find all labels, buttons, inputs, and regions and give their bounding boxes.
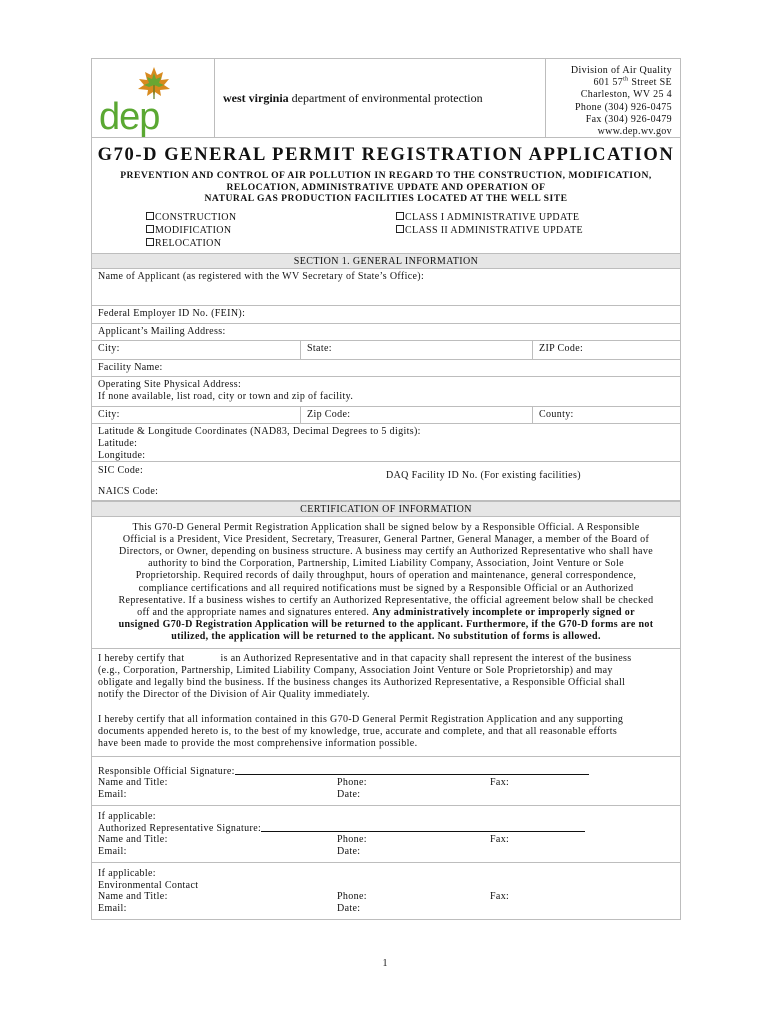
if-applicable-label: If applicable: (98, 811, 156, 823)
dep-logo (92, 59, 215, 137)
fax-field[interactable]: Fax: (490, 891, 510, 903)
name-title-field[interactable]: Name and Title: (98, 834, 168, 846)
email-field[interactable]: Email: (98, 902, 127, 914)
authorized-signature-field[interactable]: Authorized Representative Signature: (98, 823, 674, 835)
agency-name-rest: department of environmental protection (291, 91, 483, 105)
authorized-rep-block (92, 806, 680, 863)
checkbox-class2-update[interactable]: CLASS II ADMINISTRATIVE UPDATE (396, 224, 583, 237)
responsible-official-block (92, 757, 680, 807)
division-name: Division of Air Quality (570, 65, 672, 76)
checkbox-class1-update[interactable]: CLASS I ADMINISTRATIVE UPDATE (396, 211, 583, 224)
dep-logo-icon (92, 59, 215, 138)
name-title-field[interactable]: Name and Title: (98, 777, 168, 789)
checkbox-icon[interactable] (396, 212, 404, 220)
section1-heading: SECTION 1. GENERAL INFORMATION (92, 253, 680, 269)
form-header (92, 59, 680, 138)
latlong-field[interactable]: Latitude & Longitude Coordinates (NAD83, Decimal Degrees to 5 digits): Latitude: Longitude: (92, 424, 680, 462)
checkbox-modification[interactable]: MODIFICATION (146, 224, 396, 237)
checkbox-icon[interactable] (146, 225, 154, 233)
website[interactable]: www.dep.wv.gov (597, 126, 672, 138)
site-city-field[interactable]: City: (98, 408, 120, 420)
street-address: 601 57th Street SE (593, 76, 672, 89)
form-subtitle: PREVENTION AND CONTROL OF AIR POLLUTION IN REGARD TO THE CONSTRUCTION, MODIFICATION, RELOCATION, ADMINISTRATIVE UPDATE AND OPERATION OF NATURAL GAS PRODUCTION FACILITIES LOCATED AT THE WELL SITE (120, 170, 652, 204)
checkbox-icon[interactable] (396, 225, 404, 233)
phone-field[interactable]: Phone: (337, 777, 367, 789)
checkbox-relocation[interactable]: RELOCATION (146, 237, 396, 250)
page-number: 1 (382, 958, 388, 969)
fax-field[interactable]: Fax: (490, 777, 510, 789)
application-type-checkboxes (92, 205, 680, 253)
facility-name-field[interactable]: Facility Name: (92, 360, 680, 377)
responsible-signature-field[interactable]: Responsible Official Signature: (98, 766, 674, 778)
phone-field[interactable]: Phone: (337, 834, 367, 846)
fein-field[interactable]: Federal Employer ID No. (FEIN): (92, 306, 680, 324)
date-field[interactable]: Date: (337, 902, 361, 914)
certification-statements (92, 649, 680, 757)
if-applicable-label: If applicable: (98, 868, 156, 880)
certification-heading: CERTIFICATION OF INFORMATION (92, 501, 680, 517)
applicant-name-field[interactable]: Name of Applicant (as registered with the WV Secretary of State’s Office): (92, 269, 680, 306)
site-zip-field[interactable]: Zip Code: (300, 407, 532, 423)
zip-field[interactable]: ZIP Code: (532, 341, 680, 359)
date-field[interactable]: Date: (337, 845, 361, 857)
sic-naics-row (92, 462, 680, 501)
logo-text: dep (99, 96, 160, 138)
phone-field[interactable]: Phone: (337, 891, 367, 903)
name-title-field[interactable]: Name and Title: (98, 891, 168, 903)
environmental-contact-label: Environmental Contact (98, 879, 199, 891)
city-state: Charleston, WV 25 4 (580, 89, 672, 101)
sic-field[interactable]: SIC Code: (98, 464, 144, 476)
agency-name (215, 59, 546, 137)
county-field[interactable]: County: (532, 407, 680, 423)
checkbox-construction[interactable]: CONSTRUCTION (146, 211, 396, 224)
site-address-field[interactable]: Operating Site Physical Address: If none available, list road, city or town and zip of facility. (92, 377, 680, 407)
checkbox-icon[interactable] (146, 212, 154, 220)
agency-name-bold: west virginia (223, 91, 289, 105)
agency-address (546, 59, 680, 137)
mailing-address-field[interactable]: Applicant’s Mailing Address: (92, 324, 680, 341)
fax-number: Fax (304) 926-0479 (585, 113, 672, 125)
email-field[interactable]: Email: (98, 788, 127, 800)
phone-number: Phone (304) 926-0475 (575, 101, 672, 113)
city-field[interactable]: City: (98, 342, 120, 354)
accuracy-statement: I hereby certify that all information contained in this G70-D General Permit Registration Application and any supporting documents appended hereto is, to the best of my knowledge, true, accurate and complete, and that all reasonable efforts have been made to provide the most comprehensive information possible. (98, 713, 624, 750)
state-field[interactable]: State: (300, 341, 532, 359)
mailing-city-row (92, 341, 680, 360)
checkbox-icon[interactable] (146, 238, 154, 246)
email-field[interactable]: Email: (98, 845, 127, 857)
permit-form (91, 58, 681, 920)
date-field[interactable]: Date: (337, 788, 361, 800)
form-title: G70-D GENERAL PERMIT REGISTRATION APPLICATION (97, 145, 675, 165)
certification-instructions: This G70-D General Permit Registration Application shall be signed below by a Responsible Official. A Responsible Official is a President, Vice President, Secretary, Treasurer, General Partner, General Manager, a member of the Board of Directors, or Owner, depending on business structure. A business may certify an Authorized Representative who shall have authority to bind the Corporation, Partnership, Limited Liability Company, Association, Joint Venture or Sole Proprietorship. Required records of daily throughput, hours of operation and maintenance, general correspondence, compliance certifications and all required notifications must be signed by a Responsible Official or an Authorized Representative. If a business wishes to certify an Authorized Representative, the official agreement below shall be checked off and the appropriate names and signatures entered. Any administratively incomplete or improperly signed or unsigned G70-D Registration Application will be returned to the applicant. Furthermore, if the G70-D forms are not utilized, the application will be returned to the applicant. No substitution of forms is allowed. (92, 517, 680, 649)
fax-field[interactable]: Fax: (490, 834, 510, 846)
environmental-contact-block (92, 863, 680, 919)
daq-id-field[interactable]: DAQ Facility ID No. (For existing facilities) (386, 469, 581, 481)
authorized-rep-statement: I hereby certify that is an Authorized Representative and in that capacity shall represent the interest of the business (e.g., Corporation, Partnership, Limited Liability Company, Association Joint Venture or Sole Proprietorship) and may obligate and legally bind the business. If the business changes its Authorized Representative, a Responsible Official shall notify the Director of the Division of Air Quality immediately. (98, 652, 632, 701)
site-city-row (92, 407, 680, 424)
naics-field[interactable]: NAICS Code: (98, 485, 159, 497)
